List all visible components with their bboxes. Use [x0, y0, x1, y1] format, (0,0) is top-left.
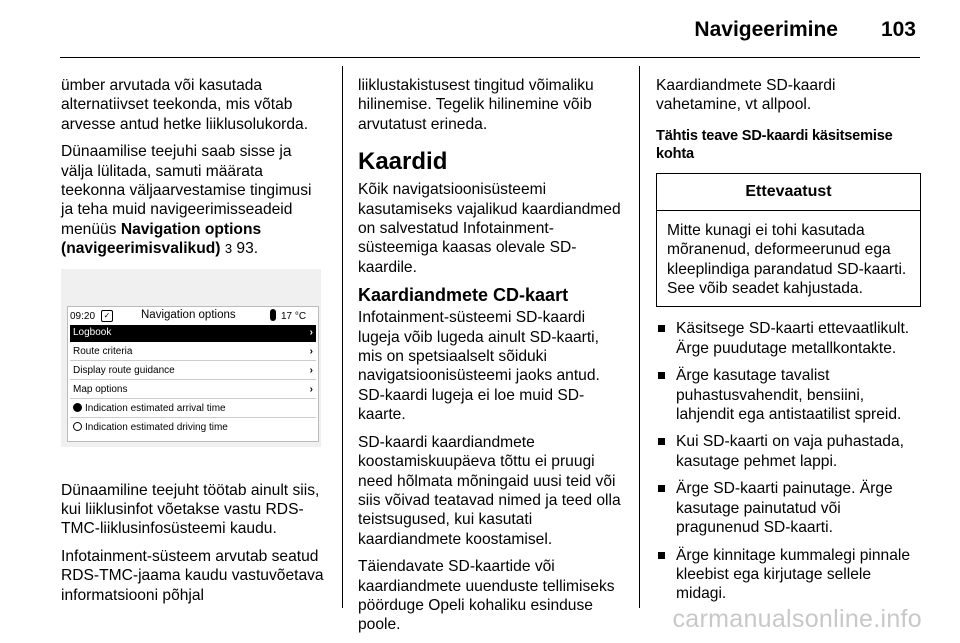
radio-unchecked-icon [73, 422, 82, 431]
list-item: Ärge SD-kaarti painutage. Ärge kasutage painutatud või pragunenud SD-kaarti. [656, 479, 921, 537]
column-2 [358, 76, 623, 643]
screen-clock: 09:20 [70, 310, 96, 322]
list-item: Käsitsege SD-kaarti ettevaatlikult. Ärge puudutage metallkontakte. [656, 319, 921, 358]
paragraph: SD-kaardi kaardiandmete koostamiskuupäeva tõttu ei pruugi need hõlmata mõningaid uusi teid või siis võivad teatavad nimed ja teed olla teistsugused, kui kasutati kaardiandmete koostamisel. [358, 433, 621, 548]
radio-arrival-time[interactable] [70, 401, 316, 418]
paragraph: Kõik navigatsioonisüsteemi kasutamiseks vajalikud kaardiandmed on salvestatud Infotainment-süsteemiga kaasas olevale SD-kaardile. [358, 181, 621, 276]
column-divider [342, 66, 343, 608]
screen-temperature: 17 °C [281, 310, 307, 322]
subsection-heading: Kaardiandmete CD-kaart [358, 285, 569, 306]
paragraph: Infotainment-süsteemi SD-kaardi lugeja võib lugeda ainult SD-kaarti, mis on spetsiaalselt sõiduki navigatsioonisüsteemi jaoks antud. SD-kaardi lugeja ei loe muid SD-kaarte. [358, 309, 600, 424]
note-heading: Tähtis teave SD-kaardi käsitsemise kohta [656, 127, 893, 162]
menu-item-logbook[interactable] [70, 325, 316, 342]
list-item: Kui SD-kaarti on vaja puhastada, kasutage pehmet lappi. [656, 432, 921, 471]
list-item: Ärge kasutage tavalist puhastusvahendit, bensiini, lahjendit ega antistaatilist spreid. [656, 366, 921, 424]
menu-item-route-criteria[interactable] [70, 344, 316, 361]
menu-item-display-route-guidance[interactable] [70, 363, 316, 380]
caution-box [656, 173, 921, 308]
chevron-right-icon: › [309, 345, 313, 357]
bullet-list [656, 319, 921, 603]
header-rule [60, 57, 920, 58]
paragraph: Dünaamiline teejuht töötab ainult siis, kui liiklusinfot võetakse vastu RDS-TMC-liiklusinfosüsteemi kaudu. [61, 481, 320, 538]
menu-item-label: Map options [73, 383, 128, 395]
caution-title: Ettevaatust [657, 174, 920, 211]
radio-checked-icon [73, 403, 82, 412]
column-1 [61, 76, 326, 613]
watermark: carmanualsonline.info [672, 605, 922, 633]
page-title: Navigeerimine [694, 18, 838, 41]
menu-item-label: Logbook [73, 326, 112, 338]
page-header [0, 0, 960, 60]
page-ref-arrow-icon: 3 [224, 241, 233, 257]
radio-label: Indication estimated driving time [85, 421, 228, 433]
screenshot-figure [61, 269, 321, 447]
navigation-icon: ✓ [101, 310, 113, 322]
menu-item-label: Display route guidance [73, 364, 175, 376]
column-divider [639, 66, 640, 608]
column-3 [656, 76, 921, 612]
paragraph: Infotainment-süsteem arvutab seatud RDS-TMC-jaama kaudu vastuvõetava informatsiooni põhjal [61, 547, 324, 604]
radio-label: Indication estimated arrival time [85, 402, 226, 414]
menu-reference: Navigation options (navigeerimisvalikud) [61, 220, 262, 258]
caution-body: Mitte kunagi ei tohi kasutada mõranenud, deformeerunud ega kleeplindiga parandatud SD-kaarti. See võib seadet kahjustada. [667, 221, 907, 298]
chevron-right-icon: › [309, 364, 313, 376]
paragraph: liiklustakistusest tingitud võimaliku hilinemise. Tegelik hilinemine võib arvutatust erineda. [358, 77, 594, 133]
paragraph [61, 142, 326, 258]
list-item: Ärge kinnitage kummalegi pinnale kleebist ega kirjutage sellele midagi. [656, 546, 921, 604]
section-heading: Kaardid [358, 148, 448, 176]
paragraph-text: Dünaamilise teejuhi saab sisse ja välja lülitada, samuti määrata teekonna väljaarvestamise tingimusi ja teha muid navigeerimisseadeid menüüs [61, 143, 312, 238]
paragraph: Täiendavate SD-kaartide või kaardiandmete uuenduste tellimiseks pöörduge Opeli kohaliku esinduse poole. [358, 558, 615, 634]
paragraph: Kaardiandmete SD-kaardi vahetamine, vt allpool. [656, 77, 836, 114]
menu-item-label: Route criteria [73, 345, 133, 357]
paragraph: ümber arvutada või kasutada alternatiivset teekonda, mis võtab arvesse antud hetke liiklusolukorda. [61, 77, 309, 133]
chevron-right-icon: › [309, 383, 313, 395]
page-number: 103 [880, 18, 916, 41]
menu-item-map-options[interactable] [70, 382, 316, 399]
screen-status-bar [68, 307, 318, 325]
screen-title: Navigation options [141, 308, 236, 321]
chevron-right-icon: › [309, 326, 313, 338]
thermometer-icon [270, 309, 276, 321]
navigation-options-screen [67, 306, 319, 442]
page-reference: 93. [236, 240, 259, 258]
radio-driving-time[interactable] [70, 420, 316, 436]
